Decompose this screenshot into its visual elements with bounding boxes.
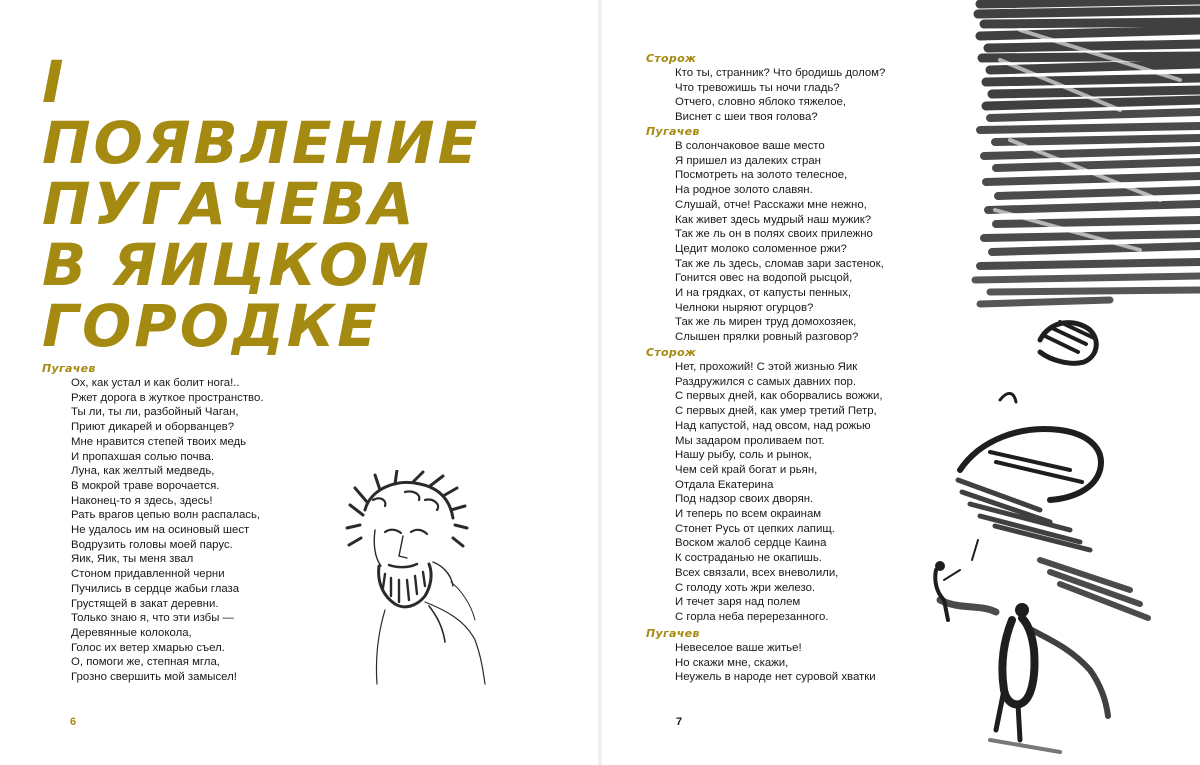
poem-line: С горла неба перерезанного. [675, 610, 829, 623]
poem-line: Кто ты, странник? Что бродишь долом? [675, 67, 886, 79]
poem-line: Как живет здесь мудрый наш мужик? [675, 213, 872, 226]
poem-line: Только знаю я, что эти избы — [71, 612, 234, 625]
poem-lines [646, 66, 885, 125]
poem-lines [646, 139, 884, 345]
poem-line: Так же ль мирен труд домохозяек, [675, 316, 857, 329]
storm-charcoal-illustration [900, 0, 1200, 765]
poem-line: Голос их ветер хмарью съел. [71, 641, 225, 654]
poem-line: С первых дней, как умер третий Петр, [675, 405, 877, 418]
stanza-pugachev-4 [646, 626, 876, 685]
poem-line: Я пришел из далеких стран [675, 154, 821, 167]
poem-line: Грозно свершить мой замысел! [71, 671, 237, 684]
poem-line: Приют дикарей и оборванцев? [71, 421, 235, 434]
page-number-right: 7 [676, 716, 683, 728]
poem-line: Стоном придавленной черни [71, 568, 225, 581]
poem-line: Невеселое ваше житье! [675, 642, 802, 654]
poem-lines [42, 376, 263, 685]
poem-line: И на грядках, от капусты пенных, [675, 287, 852, 300]
poem-line: Мне нравится степей твоих медь [71, 435, 247, 448]
chapter-title-line: В ЯИЦКОМ [42, 231, 432, 299]
poem-line: Нашу рыбу, соль и рынок, [675, 449, 812, 462]
chapter-title-line: ПОЯВЛЕНИЕ [42, 109, 481, 177]
poem-line: Неужель в народе нет суровой хватки [675, 671, 876, 684]
poem-line: Воском жалоб сердце Каина [675, 537, 827, 550]
poem-line: Чем сей край богат и рьян, [675, 463, 818, 476]
chapter-title-line: ПУГАЧЕВА [42, 170, 417, 238]
poem-line: Пучились в сердце жабьи глаза [71, 582, 240, 595]
poem-line: Слушай, отче! Расскажи мне нежно, [675, 198, 867, 211]
poem-line: Грустящей в закат деревни. [71, 597, 219, 610]
pugachev-portrait-illustration [325, 470, 500, 690]
page-number-left: 6 [70, 716, 77, 728]
poem-line: В мокрой траве ворочается. [71, 479, 220, 492]
speaker-name: Сторож [646, 52, 697, 65]
poem-line: И теперь по всем окраинам [675, 508, 822, 521]
poem-line: Стонет Русь от цепких лапищ. [675, 522, 835, 535]
poem-line: Так же ль он в полях своих прилежно [675, 228, 873, 241]
book-gutter [598, 0, 602, 765]
poem-line: Всех связали, всех вневолили, [675, 566, 839, 579]
speaker-name: Пугачев [42, 362, 96, 375]
chapter-title [42, 48, 481, 360]
chapter-title-line: I [42, 48, 67, 116]
poem-line: Что тревожишь ты ночи гладь? [675, 81, 840, 94]
stanza-storozh-3 [646, 345, 883, 625]
poem-line: Ржет дорога в жуткое пространство. [71, 391, 264, 404]
stanza-pugachev-2 [646, 124, 884, 345]
poem-line: Так же ль здесь, сломав зари застенок, [675, 257, 884, 270]
poem-line: Виснет с шеи твоя голова? [675, 111, 818, 124]
speaker-name: Пугачев [646, 627, 700, 640]
poem-line: Ты ли, ты ли, разбойный Чаган, [71, 406, 239, 419]
speaker-name: Пугачев [646, 125, 700, 138]
stanza-pugachev-left [42, 361, 263, 685]
poem-line: Над капустой, над овсом, над рожью [675, 419, 871, 432]
poem-line: На родное золото славян. [675, 184, 813, 197]
poem-line: Яик, Яик, ты меня звал [71, 553, 194, 566]
poem-line: О, помоги же, степная мгла, [71, 656, 220, 669]
poem-line: Раздружился с самых давних пор. [675, 375, 857, 388]
poem-line: Слышен прялки ровный разговор? [675, 331, 859, 344]
poem-line: Луна, как желтый медведь, [71, 465, 215, 478]
poem-line: Челноки ныряют огурцов? [675, 301, 814, 314]
poem-line: Под надзор своих дворян. [675, 493, 814, 506]
poem-line: С голоду хоть жри железо. [675, 581, 816, 594]
poem-line: Цедит молоко соломенное ржи? [675, 242, 847, 255]
poem-line: Отдала Екатерина [675, 478, 774, 491]
poem-lines [646, 360, 883, 625]
poem-lines [646, 641, 876, 685]
poem-line: Мы задаром проливаем пот. [675, 434, 825, 447]
poem-line: Но скажи мне, скажи, [675, 656, 789, 669]
poem-line: Рать врагов цепью волн распалась, [71, 509, 261, 522]
poem-line: В солончаковое ваше место [675, 140, 825, 152]
poem-line: Наконец-то я здесь, здесь! [71, 494, 213, 507]
poem-line: Ох, как устал и как болит нога!.. [71, 377, 240, 389]
chapter-title-line: ГОРОДКЕ [42, 292, 380, 360]
poem-line: И течет заря над полем [675, 596, 801, 609]
poem-line: Нет, прохожий! С этой жизнью Яик [675, 361, 858, 373]
poem-line: К состраданью не окапишь. [675, 552, 822, 565]
poem-line: Отчего, словно яблоко тяжелое, [675, 96, 847, 109]
poem-line: И пропахшая солью почва. [71, 450, 214, 463]
poem-line: Посмотреть на золото телесное, [675, 169, 848, 182]
stanza-storozh-1 [646, 51, 885, 125]
poem-line: Водрузить головы моей парус. [71, 538, 233, 551]
poem-line: Гонится овес на водопой рысцой, [675, 272, 853, 285]
poem-line: С первых дней, как оборвались вожжи, [675, 390, 883, 403]
poem-line: Не удалось им на осиновый шест [71, 524, 250, 537]
speaker-name: Сторож [646, 346, 697, 359]
poem-line: Деревянные колокола, [71, 626, 192, 639]
